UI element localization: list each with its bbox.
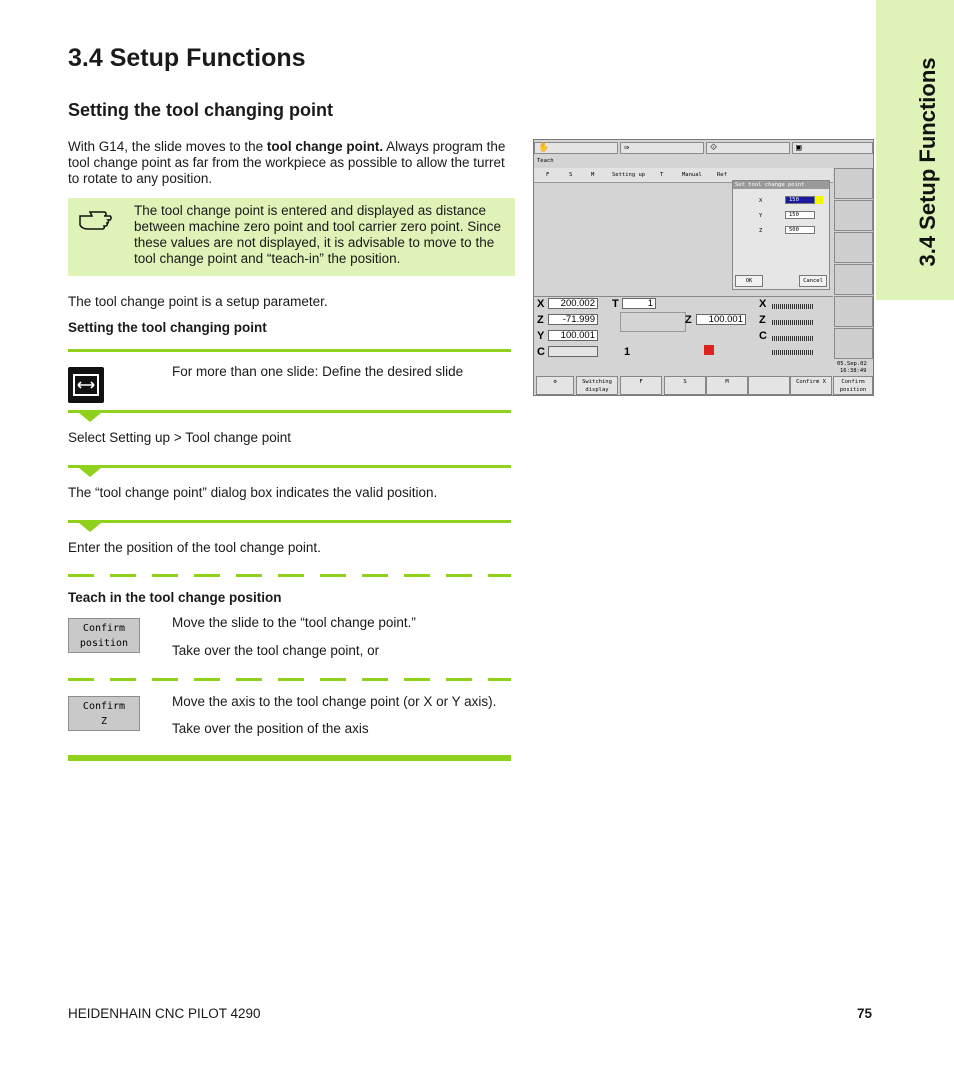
cursor-marker [815, 196, 823, 204]
simulation-icon: ⟐ [710, 143, 718, 153]
step-divider [68, 410, 511, 413]
page-number: 75 [857, 1006, 873, 1021]
sim-tab[interactable] [706, 142, 790, 154]
side-tab-label: 3.4 Setup Functions [915, 57, 940, 267]
program-run-icon: ⇛ [624, 143, 630, 153]
step-arrow [79, 523, 101, 532]
step-4-text: Enter the position of the tool change point. [68, 540, 321, 555]
screen-softkey-f[interactable]: F [620, 376, 662, 395]
cnc-screen [533, 139, 874, 396]
dashed-divider [68, 678, 511, 681]
teach-2-text-1: Move the axis to the tool change point (or X or Y axis). [172, 694, 497, 709]
intro-paragraph [68, 139, 513, 187]
right-softkey-3[interactable] [834, 232, 873, 263]
save-tab[interactable] [792, 142, 873, 154]
step-3-text: The “tool change point” dialog box indicates the valid position. [68, 485, 438, 500]
position-z: -71.999 [548, 314, 598, 325]
subsection-title: Setting the tool changing point [68, 100, 333, 120]
menu-item-m[interactable]: M [591, 172, 595, 178]
axis-label-z2: Z [685, 314, 692, 326]
axis-label-c: C [537, 346, 545, 358]
teach-2-text-2: Take over the position of the axis [172, 721, 369, 736]
softkey-label-line1: Confirm [82, 701, 126, 712]
tool-number: 1 [622, 298, 656, 309]
gear-icon: ⚙ [553, 379, 557, 385]
load-label-x: X [759, 298, 767, 310]
stop-indicator-icon [704, 345, 714, 355]
note-text: The tool change point is entered and displayed as distance between machine zero point and tool carrier zero point. Since these values are not displayed, it is advisable to move to the tool change point and “teach-in” the position. [134, 203, 501, 266]
screen-softkey-confirm-x[interactable]: Confirm X [790, 376, 832, 395]
slide-number: 1 [624, 346, 631, 358]
screen-softkey-m[interactable]: M [706, 376, 748, 395]
load-gauge-spindle [772, 350, 814, 355]
teach-1-text-1: Move the slide to the “tool change point.” [172, 615, 416, 630]
section-title: 3.4 Setup Functions [68, 44, 306, 72]
step-arrow [79, 413, 101, 422]
step-2-text: Select Setting up > Tool change point [68, 430, 292, 445]
screen-softkey-confirm-position[interactable]: Confirm position [833, 376, 873, 395]
hand-mode-tab[interactable] [534, 142, 618, 154]
position-c [548, 346, 598, 357]
slide-select-icon [68, 367, 104, 403]
axis-label-z: Z [537, 314, 544, 326]
ok-button[interactable]: OK [735, 275, 763, 287]
tool-change-dialog [732, 180, 830, 290]
confirm-z-softkey[interactable] [68, 696, 140, 731]
right-softkey-1[interactable] [834, 168, 873, 199]
end-bar [68, 755, 511, 761]
screen-softkey-icons[interactable] [536, 376, 574, 395]
tool-label: T [612, 298, 619, 310]
note-box [68, 198, 515, 276]
right-softkey-5[interactable] [834, 296, 873, 327]
right-softkey-2[interactable] [834, 200, 873, 231]
field-label-y: Y [759, 213, 763, 219]
teach-1-text-2: Take over the tool change point, or [172, 643, 380, 658]
screen-time: 16:38:49 [840, 368, 867, 374]
tool-info-panel [620, 312, 686, 332]
intro-text-2: Always program the tool change point as far from the workpiece as possible to allow the turret to rotate to any position. [68, 139, 506, 186]
softkey-label-line2: position [79, 638, 129, 649]
position-z2: 100.001 [696, 314, 746, 325]
field-x-input[interactable]: 150 [785, 196, 815, 204]
step-arrow [79, 468, 101, 477]
program-tab[interactable] [620, 142, 704, 154]
menu-item-t[interactable]: T [660, 172, 664, 178]
menu-item-s[interactable]: S [569, 172, 573, 178]
axis-label-x: X [537, 298, 545, 310]
field-z-input[interactable]: 500 [785, 226, 815, 234]
screen-divider [534, 296, 833, 297]
screen-softkey-switching-display[interactable]: Switching display [576, 376, 618, 395]
cancel-button[interactable]: Cancel [799, 275, 827, 287]
intro-text-1: With G14, the slide moves to the [68, 139, 267, 154]
intro-bold: tool change point. [266, 139, 384, 154]
disk-icon: ▣ [796, 143, 802, 153]
dialog-title: Set tool change point [733, 181, 829, 189]
menu-item-manual[interactable]: Manual [682, 172, 702, 178]
right-softkey-6[interactable] [834, 328, 873, 359]
load-gauge-x [772, 304, 814, 309]
step-1-text: For more than one slide: Define the desired slide [172, 364, 464, 379]
field-label-x: X [759, 198, 763, 204]
load-gauge-c [772, 336, 814, 341]
dashed-divider [68, 574, 511, 577]
right-softkey-4[interactable] [834, 264, 873, 295]
position-x: 200.002 [548, 298, 598, 309]
axis-label-y: Y [537, 330, 545, 342]
field-y-input[interactable]: 150 [785, 211, 815, 219]
teach-heading: Teach in the tool change position [68, 590, 282, 605]
field-label-z: Z [759, 228, 763, 234]
procedure-heading: Setting the tool changing point [68, 320, 267, 335]
menu-item-setting-up[interactable]: Setting up [612, 172, 646, 178]
screen-softkey-s[interactable]: S [664, 376, 706, 395]
menu-item-f[interactable]: F [546, 172, 550, 178]
section-side-tab [876, 0, 954, 300]
pointing-hand-icon [78, 208, 112, 230]
step-divider [68, 349, 511, 352]
step-divider [68, 465, 511, 468]
position-y: 100.001 [548, 330, 598, 341]
hand-icon: ✋ [538, 143, 550, 153]
screen-tab-bar [534, 140, 873, 155]
setup-param-text: The tool change point is a setup parameter. [68, 294, 328, 309]
footer-title: HEIDENHAIN CNC PILOT 4290 [68, 1006, 261, 1021]
confirm-position-softkey[interactable] [68, 618, 140, 653]
menu-item-ref[interactable]: Ref [717, 172, 727, 178]
step-divider [68, 520, 511, 523]
screen-date: 05.Sep.02 [837, 361, 867, 367]
screen-softkey-empty[interactable] [748, 376, 790, 395]
softkey-label-line2: Z [100, 716, 108, 727]
load-label-c: C [759, 330, 767, 342]
load-label-z: Z [759, 314, 766, 326]
softkey-label-line1: Confirm [82, 623, 126, 634]
load-gauge-z [772, 320, 814, 325]
mode-label: Teach [537, 158, 554, 164]
